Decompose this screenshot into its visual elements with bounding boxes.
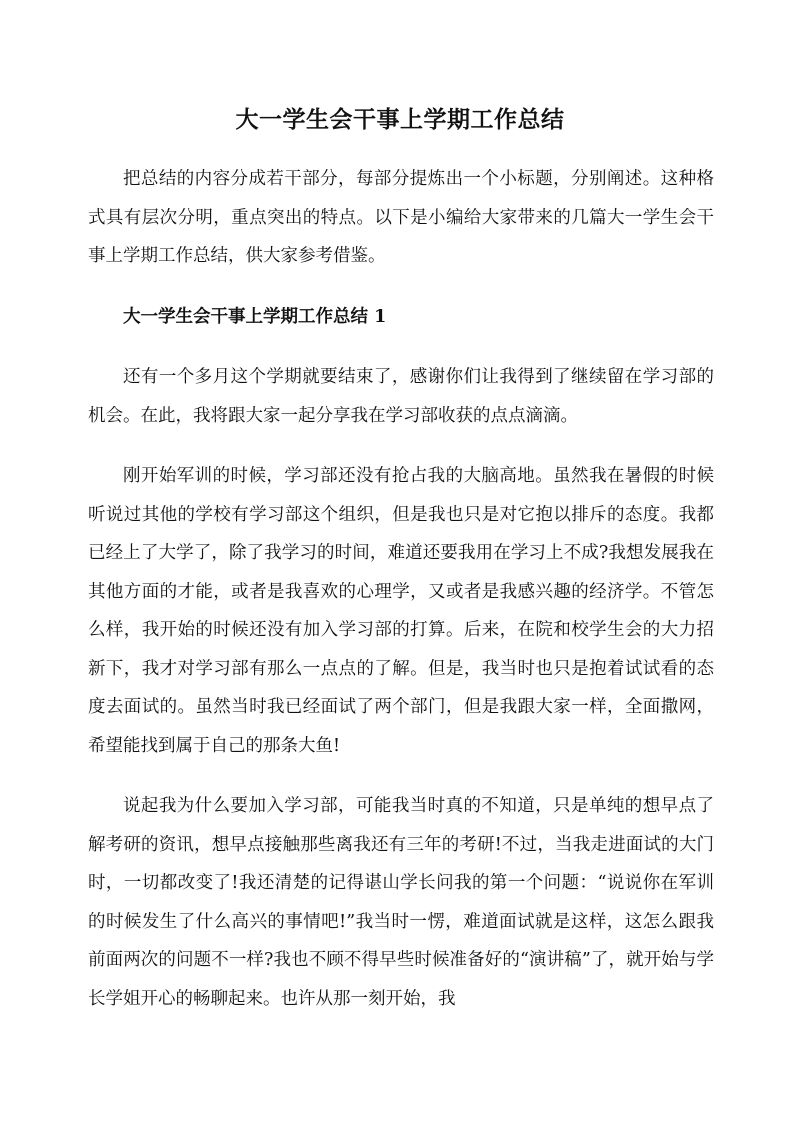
body-paragraph: 刚开始军训的时候，学习部还没有抢占我的大脑高地。虽然我在暑假的时候听说过其他的学校有学习部这个组织，但是我也只是对它抱以排斥的态度。我都已经上了大学了，除了我学习的时间，难道还要我用在学习上不成?我想发展我在其他方面的才能，或者是我喜欢的心理学，又或者是我感兴趣的经济学。不管怎么样，我开始的时候还没有加入学习部的打算。后来，在院和校学生会的大力招新下，我才对学习部有那么一点点的了解。但是，我当时也只是抱着试试看的态度去面试的。虽然当时我已经面试了两个部门，但是我跟大家一样，全面撒网，希望能找到属于自己的那条大鱼!	[88, 466, 714, 756]
document-body	[88, 160, 714, 1040]
section-heading: 大一学生会干事上学期工作总结 1	[123, 306, 387, 327]
body-paragraph: 还有一个多月这个学期就要结束了，感谢你们让我得到了继续留在学习部的机会。在此，我将跟大家一起分享我在学习部收获的点点滴滴。	[88, 367, 714, 426]
document-title: 大一学生会干事上学期工作总结	[235, 106, 565, 133]
body-paragraph: 说起我为什么要加入学习部，可能我当时真的不知道，只是单纯的想早点了解考研的资讯，想早点接触那些离我还有三年的考研!不过，当我走进面试的大门时，一切都改变了!我还清楚的记得谌山学长问我的第一个问题：“说说你在军训的时候发生了什么高兴的事情吧!”我当时一愣，难道面试就是这样，这怎么跟我前面两次的问题不一样?我也不顾不得早些时候准备好的“演讲稿”了，就开始与学长学姐开心的畅聊起来。也许从那一刻开始，我	[88, 796, 714, 1009]
intro-paragraph: 把总结的内容分成若干部分，每部分提炼出一个小标题，分别阐述。这种格式具有层次分明，重点突出的特点。以下是小编给大家带来的几篇大一学生会干事上学期工作总结，供大家参考借鉴。	[88, 169, 714, 266]
